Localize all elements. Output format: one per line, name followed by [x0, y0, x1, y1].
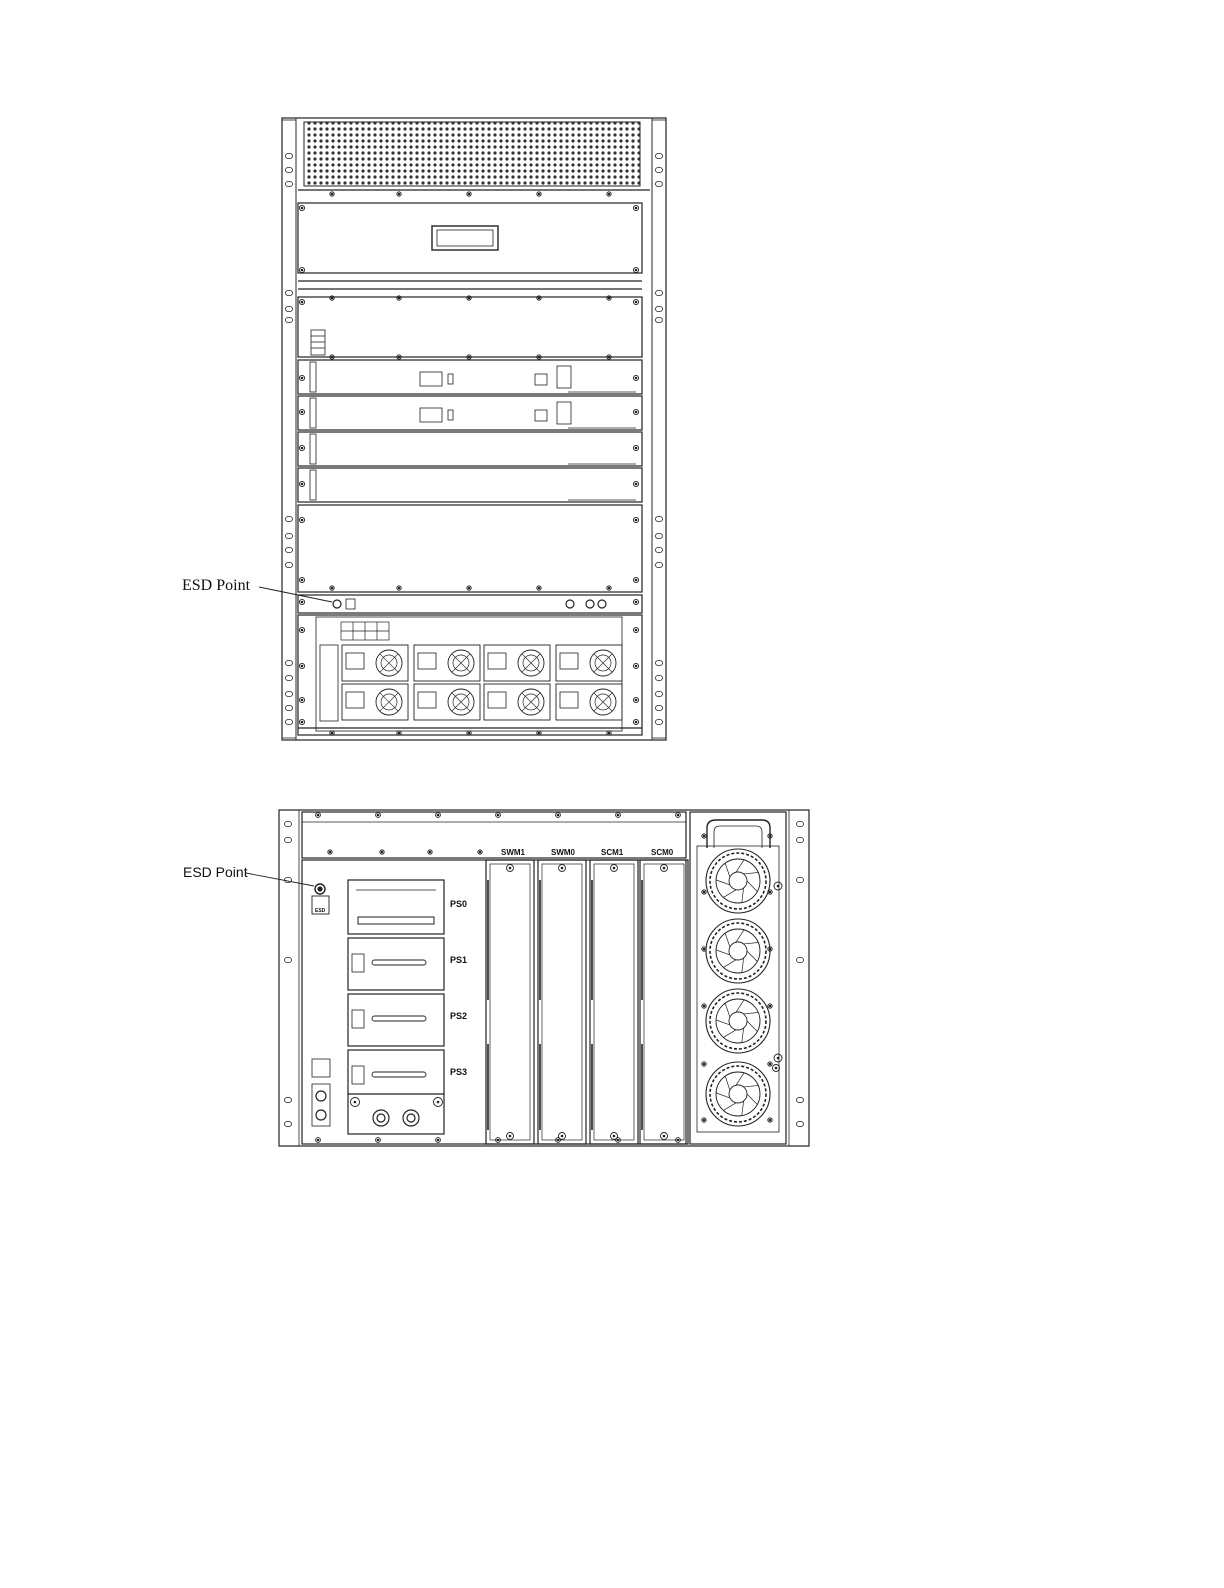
slot-labels: [501, 848, 674, 857]
line-card-2: [298, 396, 642, 430]
rear-slot-card: [640, 860, 688, 1144]
ear-hole: [656, 291, 663, 296]
blank-panel-lower: [298, 505, 642, 592]
screw: [434, 1098, 443, 1107]
ear-hole: [286, 706, 293, 711]
esd-point-label-rear: ESD Point: [183, 864, 248, 880]
scm0-label: SCM0: [651, 848, 674, 857]
screw: [330, 192, 334, 196]
screw: [633, 719, 638, 724]
ear-hole: [286, 676, 293, 681]
ear-hole: [286, 534, 293, 539]
ps2-label: PS2: [450, 1011, 468, 1021]
fan-module: [706, 919, 770, 983]
front-psu-module: [484, 684, 550, 720]
ps0-label: PS0: [450, 899, 468, 909]
screw: [351, 1098, 360, 1107]
screw: [330, 586, 334, 590]
screw: [774, 882, 782, 890]
screw: [774, 1054, 782, 1062]
ear-hole: [656, 563, 663, 568]
rear-slot-card: [538, 860, 586, 1144]
screw: [299, 299, 304, 304]
screw: [633, 409, 638, 414]
screw: [559, 865, 566, 872]
screw: [633, 375, 638, 380]
screw: [702, 1118, 706, 1122]
screw: [299, 599, 304, 604]
front-psu-module: [484, 645, 550, 681]
screw: [299, 375, 304, 380]
screw: [299, 663, 304, 668]
screw: [316, 1138, 321, 1143]
ear-hole: [285, 958, 292, 963]
screw: [299, 719, 304, 724]
screw: [768, 1062, 772, 1066]
esd-jack-front: [333, 600, 341, 608]
screw: [633, 599, 638, 604]
top-vent-mesh: [304, 122, 640, 186]
psu-bay: [298, 615, 642, 735]
screw: [537, 192, 541, 196]
ear-hole: [286, 692, 293, 697]
right-rack-ear: [652, 120, 666, 738]
line-card-3: [298, 432, 642, 466]
ps3-label: PS3: [450, 1067, 468, 1077]
screw: [436, 813, 441, 818]
rear-right-ear: [789, 810, 809, 1146]
screw: [376, 813, 381, 818]
screw: [299, 577, 304, 582]
screw: [316, 813, 321, 818]
line-card-1: [298, 360, 642, 394]
fan-module: [706, 849, 770, 913]
ear-hole: [797, 878, 804, 883]
screw: [768, 1118, 772, 1122]
status-indicator-block: [311, 330, 325, 355]
ear-hole: [286, 318, 293, 323]
swm1-label: SWM1: [501, 848, 525, 857]
front-psu-module: [414, 645, 480, 681]
screw: [616, 813, 621, 818]
ear-hole: [656, 676, 663, 681]
psu-labels: [450, 899, 467, 1077]
screw: [299, 481, 304, 486]
rear-left-ear: [279, 810, 299, 1146]
ear-hole: [656, 318, 663, 323]
ps1-label: PS1: [450, 955, 468, 965]
ear-hole: [797, 1122, 804, 1127]
screw: [507, 865, 514, 872]
front-view-chassis: [282, 118, 666, 740]
ear-hole: [656, 154, 663, 159]
fan-module: [706, 1062, 770, 1126]
ear-hole: [286, 291, 293, 296]
ear-hole: [656, 534, 663, 539]
esd-point-label-front: ESD Point: [182, 577, 251, 594]
screw: [299, 627, 304, 632]
screw: [702, 890, 706, 894]
screw: [299, 205, 304, 210]
screw: [661, 1133, 668, 1140]
screw: [507, 1133, 514, 1140]
scm1-label: SCM1: [601, 848, 624, 857]
ear-hole: [285, 838, 292, 843]
ear-hole: [656, 517, 663, 522]
esd-badge-rear: ESD: [315, 908, 326, 914]
screw: [676, 813, 681, 818]
screw: [299, 267, 304, 272]
screw: [467, 192, 471, 196]
ear-hole: [286, 720, 293, 725]
screw: [633, 663, 638, 668]
esd-callout-rear: [183, 864, 314, 886]
screw: [376, 1138, 381, 1143]
esd-callout-front: [182, 577, 332, 602]
front-psu-modules: [342, 645, 622, 720]
psu-slot-ps1: [348, 938, 444, 990]
screw: [702, 834, 706, 838]
screw: [559, 1133, 566, 1140]
ear-hole: [286, 182, 293, 187]
screw: [633, 517, 638, 522]
ear-hole: [286, 517, 293, 522]
screw: [607, 192, 611, 196]
ear-hole: [797, 822, 804, 827]
ear-hole: [656, 720, 663, 725]
front-chassis-frame: [282, 118, 666, 740]
front-psu-module: [556, 684, 622, 720]
screw: [556, 813, 561, 818]
fan-tray: [690, 812, 786, 1144]
top-panel: [298, 203, 642, 273]
ear-hole: [656, 692, 663, 697]
ear-hole: [286, 661, 293, 666]
fan-modules: [706, 849, 770, 1126]
screw: [633, 627, 638, 632]
psu-label-table: [341, 622, 389, 640]
screw: [661, 865, 668, 872]
rear-slot-card: [486, 860, 534, 1144]
rear-module-slots: [486, 860, 688, 1144]
screw: [633, 445, 638, 450]
esd-leader-line-rear: [246, 873, 314, 886]
screw: [299, 409, 304, 414]
ear-hole: [286, 563, 293, 568]
rear-slot-card: [590, 860, 638, 1144]
psu-slot-ps3: [348, 1050, 444, 1134]
screw: [496, 813, 501, 818]
screw: [633, 481, 638, 486]
psu-slot-ps2: [348, 994, 444, 1046]
screw: [768, 1004, 772, 1008]
screw: [633, 697, 638, 702]
ear-hole: [286, 168, 293, 173]
ear-hole: [656, 661, 663, 666]
left-rack-ear: [282, 120, 296, 738]
screw: [428, 850, 432, 854]
screw: [607, 586, 611, 590]
screw: [633, 267, 638, 272]
screw: [633, 205, 638, 210]
ear-hole: [797, 958, 804, 963]
screw: [397, 586, 401, 590]
grounding-label: [312, 1059, 330, 1077]
ear-hole: [656, 307, 663, 312]
front-psu-module: [556, 645, 622, 681]
ear-hole: [285, 822, 292, 827]
screw: [611, 1133, 618, 1140]
ear-hole: [286, 307, 293, 312]
ear-hole: [797, 1098, 804, 1103]
screw: [633, 577, 638, 582]
screw: [299, 697, 304, 702]
blank-panel-upper: [298, 297, 642, 357]
screw: [633, 299, 638, 304]
esd-strip: [298, 595, 642, 613]
psu-slot-ps0: [348, 880, 444, 934]
ear-hole: [656, 168, 663, 173]
screw: [328, 850, 332, 854]
screw: [702, 1004, 706, 1008]
ear-hole: [656, 182, 663, 187]
fan-tray-handle: [707, 820, 770, 848]
screw: [299, 445, 304, 450]
front-psu-module: [342, 645, 408, 681]
screw: [299, 517, 304, 522]
ear-hole: [656, 548, 663, 553]
ear-hole: [797, 838, 804, 843]
screw: [380, 850, 384, 854]
screw: [478, 850, 482, 854]
swm0-label: SWM0: [551, 848, 575, 857]
ear-hole: [656, 706, 663, 711]
screw: [537, 586, 541, 590]
line-card-4: [298, 468, 642, 502]
screw: [773, 1065, 780, 1072]
fan-module: [706, 989, 770, 1053]
ear-hole: [285, 1122, 292, 1127]
ear-hole: [285, 1098, 292, 1103]
ear-hole: [286, 548, 293, 553]
rear-top-panel: [302, 812, 686, 858]
rear-screws: [285, 813, 804, 1143]
front-psu-module: [342, 684, 408, 720]
screw: [397, 192, 401, 196]
screw: [436, 1138, 441, 1143]
screw: [611, 865, 618, 872]
screw: [702, 1062, 706, 1066]
screw: [467, 586, 471, 590]
ear-hole: [286, 154, 293, 159]
front-psu-module: [414, 684, 480, 720]
